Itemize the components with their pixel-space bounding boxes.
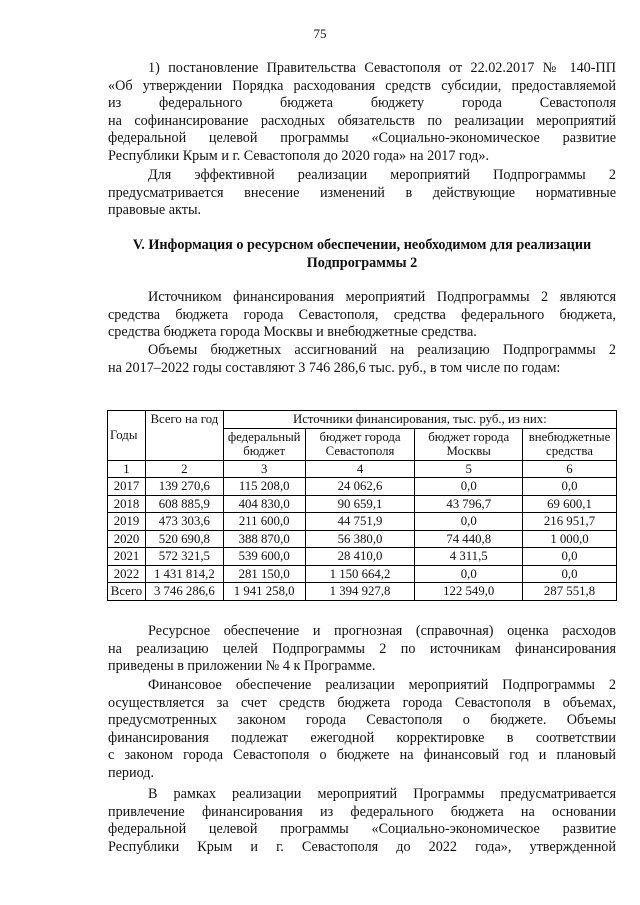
text-line: 1) постановление Правительства Севастополя от 22.02.2017 № 140-ПП xyxy=(148,60,616,76)
table-row xyxy=(108,565,617,583)
col-extrabudget-header: внебюджетные средства xyxy=(523,428,617,460)
text-line: период. xyxy=(108,764,155,781)
text-line: предусмотренных законом города Севастополя о бюджете. Объемы xyxy=(108,712,616,729)
table-cell: 2018 xyxy=(108,495,146,513)
table-cell: 3 746 286,6 xyxy=(145,583,223,601)
col-moscow-header: бюджет города Москвы xyxy=(415,428,523,460)
table-cell: 520 690,8 xyxy=(145,530,223,548)
text-line: В рамках реализации мероприятий Программы предусматривается xyxy=(148,786,616,802)
text-line: Для эффективной реализации мероприятий Подпрограммы 2 xyxy=(148,167,616,183)
table-header-row xyxy=(108,411,617,429)
text-line: средства бюджета города Севастополя, средства федерального бюджета, xyxy=(108,306,616,323)
text-line: Ресурсное обеспечение и прогнозная (справочная) оценка расходов xyxy=(148,623,616,639)
text-line: на софинансирование расходных обязательств по реализации мероприятий xyxy=(108,112,616,129)
table-cell: 0,0 xyxy=(523,565,617,583)
text-line: предусматривается внесение изменений в действующие нормативные xyxy=(108,184,616,201)
table-cell: 0,0 xyxy=(415,513,523,531)
table-cell: 1 431 814,2 xyxy=(145,565,223,583)
table-cell: 28 410,0 xyxy=(305,548,415,566)
page-number: 75 xyxy=(313,26,327,41)
text-line: федеральной целевой программы «Социально-экономическое развитие xyxy=(108,130,616,147)
column-number: 6 xyxy=(523,460,617,478)
measures-paragraph xyxy=(108,167,616,220)
program-paragraph xyxy=(108,786,616,856)
table-cell: 0,0 xyxy=(415,478,523,496)
table-cell: 539 600,0 xyxy=(223,548,305,566)
financing-table xyxy=(107,410,617,601)
col-sevastopol-header: бюджет города Севастополя xyxy=(305,428,415,460)
text-line: на реализацию целей Подпрограммы 2 по источникам финансирования xyxy=(108,640,616,657)
table-cell: 139 270,6 xyxy=(145,478,223,496)
text-line: Республики Крым и г. Севастополя до 2022 года», утвержденной xyxy=(108,838,616,855)
table-cell: Всего xyxy=(108,583,146,601)
text-line: осуществляется за счет средств бюджета города Севастополя в объемах, xyxy=(108,694,616,711)
text-line: из федерального бюджета бюджету города Севастополя xyxy=(108,95,616,112)
table-cell: 44 751,9 xyxy=(305,513,415,531)
table-cell: 572 321,5 xyxy=(145,548,223,566)
table-cell: 1 941 258,0 xyxy=(223,583,305,601)
table-cell: 0,0 xyxy=(523,548,617,566)
text-line: федеральной целевой программы «Социально-экономическое развитие xyxy=(108,821,616,838)
table-row xyxy=(108,513,617,531)
col-year-header: Годы xyxy=(108,411,146,461)
table-cell: 388 870,0 xyxy=(223,530,305,548)
text-line: Объемы бюджетных ассигнований на реализацию Подпрограммы 2 xyxy=(148,342,616,358)
text-line: привлечение финансирования из федерального бюджета на основании xyxy=(108,803,616,820)
table-cell: 1 000,0 xyxy=(523,530,617,548)
text-line: правовые акты. xyxy=(108,202,202,219)
heading-line: V. Информация о ресурсном обеспечении, необходимом для реализации xyxy=(132,237,592,253)
table-cell: 0,0 xyxy=(523,478,617,496)
table-cell: 4 311,5 xyxy=(415,548,523,566)
finance-paragraph xyxy=(108,677,616,783)
text-line: приведены в приложении № 4 к Программе. xyxy=(108,658,376,675)
table-cell: 56 380,0 xyxy=(305,530,415,548)
table-row xyxy=(108,548,617,566)
text-line: Источником финансирования мероприятий Подпрограммы 2 являются xyxy=(148,289,616,305)
section-heading xyxy=(108,236,616,272)
table-cell: 122 549,0 xyxy=(415,583,523,601)
volumes-paragraph xyxy=(108,342,616,377)
table-cell: 43 796,7 xyxy=(415,495,523,513)
table-row xyxy=(108,495,617,513)
table-cell: 115 208,0 xyxy=(223,478,305,496)
sources-paragraph xyxy=(108,289,616,342)
intro-paragraph xyxy=(108,60,616,166)
column-number: 5 xyxy=(415,460,523,478)
table-cell: 211 600,0 xyxy=(223,513,305,531)
table-cell: 473 303,6 xyxy=(145,513,223,531)
table-cell: 404 830,0 xyxy=(223,495,305,513)
table-cell: 2017 xyxy=(108,478,146,496)
table-cell: 1 394 927,8 xyxy=(305,583,415,601)
table-cell: 2019 xyxy=(108,513,146,531)
heading-line: Подпрограммы 2 xyxy=(306,255,418,271)
text-line: Республики Крым и г. Севастополя до 2020 года» на 2017 год». xyxy=(108,147,490,164)
text-line: «Об утверждении Порядка расходования средств субсидии, предоставляемой xyxy=(108,77,616,94)
table-cell: 90 659,1 xyxy=(305,495,415,513)
table-row xyxy=(108,530,617,548)
table-cell: 281 150,0 xyxy=(223,565,305,583)
text-line: Финансовое обеспечение реализации мероприятий Подпрограммы 2 xyxy=(148,677,616,693)
table-cell: 2022 xyxy=(108,565,146,583)
table-cell: 24 062,6 xyxy=(305,478,415,496)
text-line: финансирования подлежат ежегодной корректировке в соответствии xyxy=(108,729,616,746)
table-cell: 2021 xyxy=(108,548,146,566)
table-row xyxy=(108,478,617,496)
col-total-header: Всего на год xyxy=(145,411,223,461)
text-line: с законом города Севастополя о бюджете на финансовый год и плановый xyxy=(108,747,616,764)
table-cell: 216 951,7 xyxy=(523,513,617,531)
table-cell: 0,0 xyxy=(415,565,523,583)
table-cell: 2020 xyxy=(108,530,146,548)
column-number: 4 xyxy=(305,460,415,478)
col-federal-header: федеральный бюджет xyxy=(223,428,305,460)
table-cell: 69 600,1 xyxy=(523,495,617,513)
column-number: 1 xyxy=(108,460,146,478)
column-number: 2 xyxy=(145,460,223,478)
sources-header: Источники финансирования, тыс. руб., из них: xyxy=(223,411,616,429)
column-number: 3 xyxy=(223,460,305,478)
column-number-row xyxy=(108,460,617,478)
table-cell: 608 885,9 xyxy=(145,495,223,513)
text-line: на 2017–2022 годы составляют 3 746 286,6 тыс. руб., в том числе по годам: xyxy=(108,359,561,376)
text-line: средства бюджета города Москвы и внебюджетные средства. xyxy=(108,324,477,341)
table-cell: 1 150 664,2 xyxy=(305,565,415,583)
table-total-row xyxy=(108,583,617,601)
resource-paragraph xyxy=(108,623,616,676)
table-cell: 74 440,8 xyxy=(415,530,523,548)
table-cell: 287 551,8 xyxy=(523,583,617,601)
